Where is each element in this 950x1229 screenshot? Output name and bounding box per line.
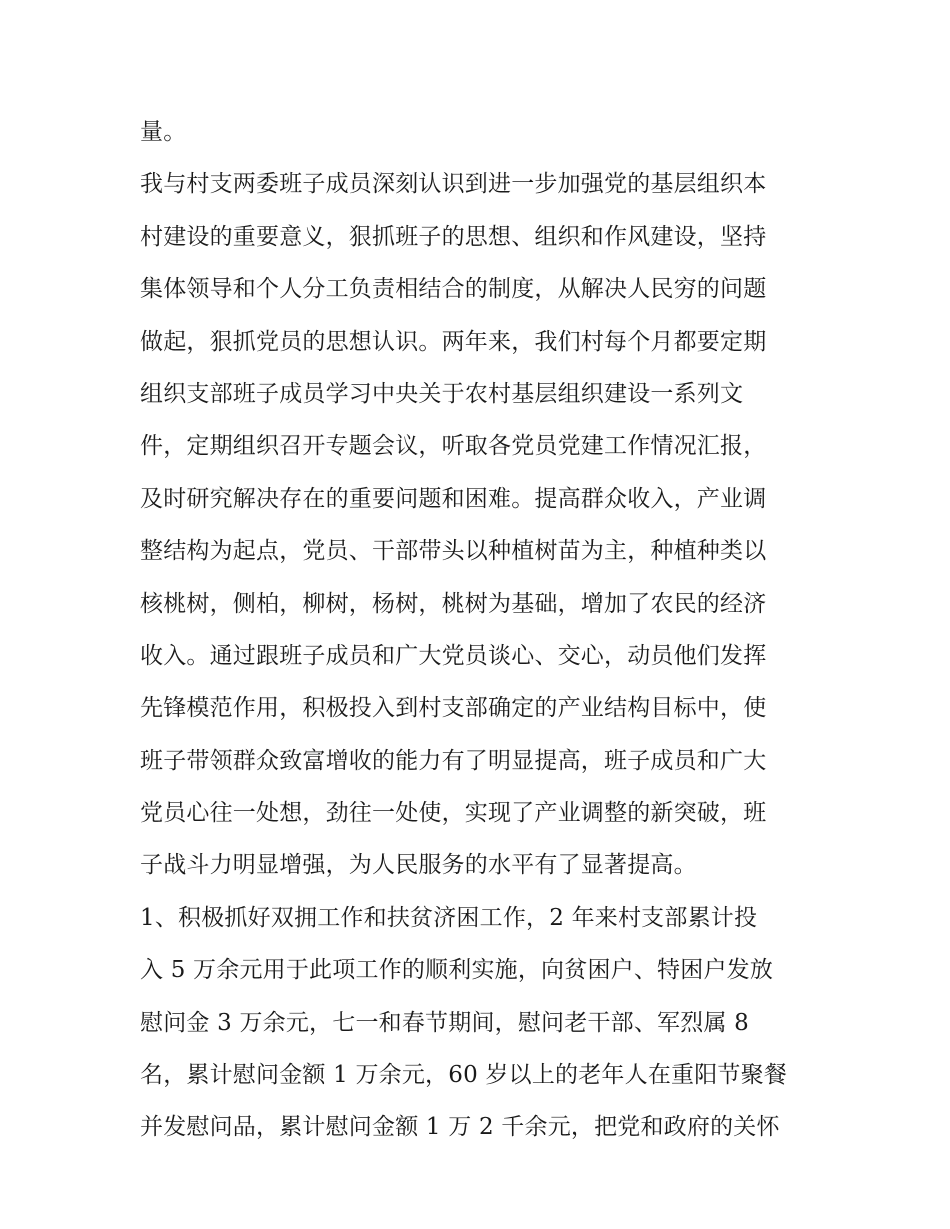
text-line: 组织支部班子成员学习中央关于农村基层组织建设一系列文 [140,380,744,407]
text-line: 收入。通过跟班子成员和广大党员谈心、交心，动员他们发挥 [140,642,767,669]
text-line: 党员心往一处想，劲往一处使，实现了产业调整的新突破，班 [140,800,767,827]
text-line: 村建设的重要意义，狠抓班子的思想、组织和作风建设，坚持 [140,223,767,250]
text-line: 名，累计慰问金额 1 万余元，60 岁以上的老年人在重阳节聚餐 [140,1062,788,1089]
body-text [140,106,820,1154]
text-line: 子战斗力明显增强，为人民服务的水平有了显著提高。 [140,852,697,879]
text-line: 班子带领群众致富增收的能力有了明显提高，班子成员和广大 [140,747,767,774]
text-line: 先锋模范作用，积极投入到村支部确定的产业结构目标中，使 [140,695,767,722]
text-line: 1、积极抓好双拥工作和扶贫济困工作，2 年来村支部累计投 [140,904,758,931]
text-line: 整结构为起点，党员、干部带头以种植树苗为主，种植种类以 [140,538,767,565]
text-line: 入 5 万余元用于此项工作的顺利实施，向贫困户、特困户发放 [140,957,774,984]
text-line: 我与村支两委班子成员深刻认识到进一步加强党的基层组织本 [140,171,767,198]
text-line: 并发慰问品，累计慰问金额 1 万 2 千余元，把党和政府的关怀 [140,1114,780,1141]
text-line: 核桃树，侧柏，柳树，杨树，桃树为基础，增加了农民的经济 [140,590,767,617]
text-line: 及时研究解决存在的重要问题和困难。提高群众收入，产业调 [140,485,767,512]
text-line: 慰问金 3 万余元，七一和春节期间，慰问老干部、军烈属 8 [140,1009,749,1036]
text-line: 量。 [140,119,187,145]
text-line: 件，定期组织召开专题会议，听取各党员党建工作情况汇报， [140,433,767,460]
text-line: 集体领导和个人分工负责相结合的制度，从解决人民穷的问题 [140,276,767,303]
text-line: 做起，狠抓党员的思想认识。两年来，我们村每个月都要定期 [140,328,767,355]
